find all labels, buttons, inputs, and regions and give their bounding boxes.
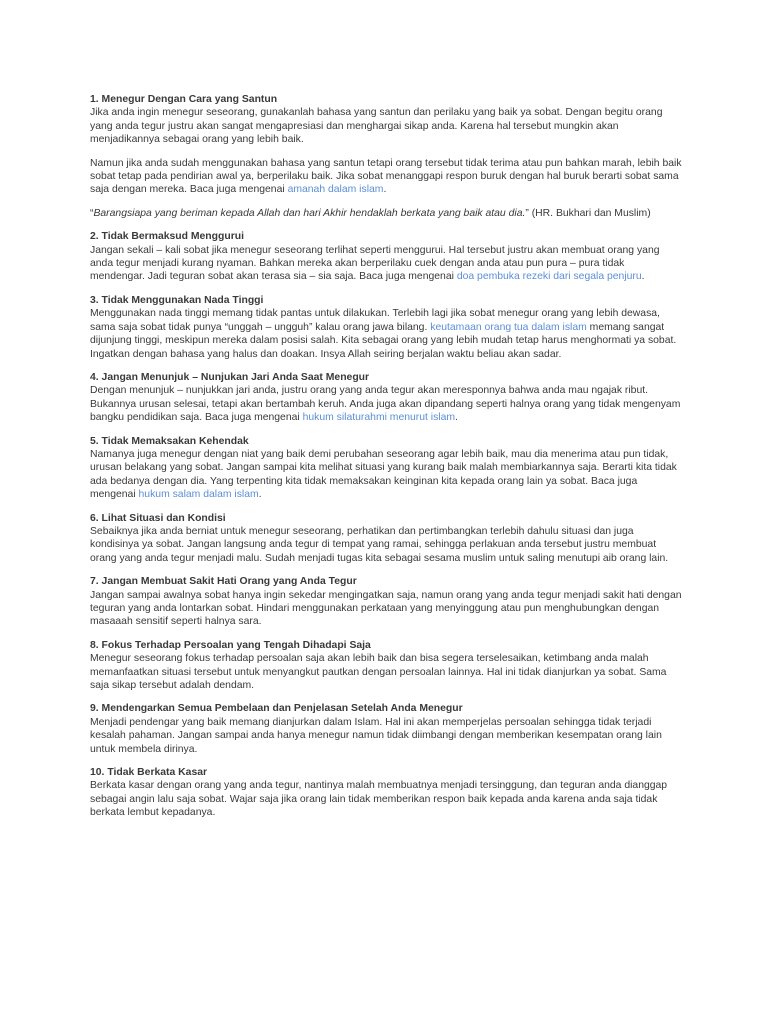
section-text: Namanya juga menegur dengan niat yang baik demi perubahan seseorang agar lebih baik, mau dia menerima atau pun tidak, urusan belakang yang sobat. Jangan sampai kita melihat situasi yang kurang baik malah membiarkannya saja. Berarti kita tidak ada bedanya dengan dia. Yang terpenting kita tidak memaksakan keinginan kita kepada orang lain ya sobat. Baca juga mengenai	[90, 448, 677, 501]
section-text: Jika anda ingin menegur seseorang, gunakanlah bahasa yang santun dan perilaku yang baik ya sobat. Dengan begitu orang yang anda tegur justru akan sangat mengapresiasi dan menghargai sikap anda. Karena hal tersebut mungkin akan menjadikannya sebagai orang yang lebih baik.	[90, 107, 663, 146]
inline-link[interactable]: doa pembuka rezeki dari segala penjuru	[456, 271, 642, 283]
sections-list	[90, 230, 682, 819]
section-6	[90, 512, 682, 566]
hadith-quote	[90, 207, 682, 220]
section-heading: 7. Jangan Membuat Sakit Hati Orang yang Anda Tegur	[90, 576, 357, 588]
section-10	[90, 766, 682, 820]
section-7	[90, 575, 682, 629]
section-5	[90, 435, 682, 502]
section-text: Menjadi pendengar yang baik memang dianjurkan dalam Islam. Hal ini akan memperjelas persoalan sehingga tidak terjadi kesalah pahaman. Jangan sampai anda hanya menegur namun tidak diimbangi dengan memberikan kesempatan orang lain untuk membela dirinya.	[90, 716, 662, 755]
section-text-continued: .	[455, 412, 458, 424]
section-3	[90, 294, 682, 361]
document-body	[90, 93, 682, 830]
section-heading: 1. Menegur Dengan Cara yang Santun	[90, 94, 278, 105]
section-text: Dengan menunjuk – nunjukkan jari anda, justru orang yang anda tegur akan meresponnya bahwa anda mau ngajak ribut. Bukannya urusan selesai, tetapi akan bertambah keruh. Anda juga akan dipandang seperti halnya orang yang tidak mengenyam bangku pendidikan saja. Baca juga mengenai	[90, 385, 681, 424]
section-9	[90, 702, 682, 756]
quote-source: ” (HR. Bukhari dan Muslim)	[525, 207, 651, 219]
section-1-paragraph-2	[90, 157, 682, 197]
link-amanah-dalam-islam[interactable]: amanah dalam islam	[287, 184, 384, 196]
section-heading: 8. Fokus Terhadap Persoalan yang Tengah Dihadapi Saja	[90, 639, 371, 651]
section-heading: 2. Tidak Bermaksud Menggurui	[90, 231, 244, 243]
quote-open: “	[90, 207, 94, 219]
quote-text: Barangsiapa yang beriman kepada Allah dan hari Akhir hendaklah berkata yang baik atau dia.	[93, 207, 526, 219]
section-1	[90, 93, 682, 147]
section-4	[90, 371, 682, 425]
section-text: Menegur seseorang fokus terhadap persoalan saja akan lebih baik dan bisa segera terselesaikan, ketimbang anda malah memanfaatkan situasi tersebut untuk menyangkut pautkan dengan persoalan lainnya. Hal ini tidak dianjurkan ya sobat. Sama saja sikap tersebut adalah dendam.	[90, 653, 667, 692]
section-2	[90, 230, 682, 284]
section-text: Menggunakan nada tinggi memang tidak pantas untuk dilakukan. Terlebih lagi jika sobat menegur orang yang lebih dewasa, sama saja sobat tidak punya “unggah – ungguh” kalau orang jawa bilang.	[90, 308, 660, 333]
section-heading: 3. Tidak Menggunakan Nada Tinggi	[90, 294, 264, 306]
section-text-continued: .	[641, 271, 645, 283]
inline-link[interactable]: hukum silaturahmi menurut islam	[302, 412, 456, 424]
section-text-continued: .	[258, 489, 262, 501]
section-text-continued: memang sangat dijunjung tinggi, meskipun mereka dalam posisi salah. Kita sebagai orang yang lebih mudah tetap harus menghormati ya sobat. Ingatkan dengan bahasa yang halus dan doakan. Insya Allah seiring berjalan waktu beliau akan sadar.	[90, 321, 677, 360]
inline-link[interactable]: keutamaan orang tua dalam islam	[430, 321, 587, 333]
inline-link[interactable]: hukum salam dalam islam	[138, 489, 259, 501]
section-text: Jangan sekali – kali sobat jika menegur seseorang terlihat seperti menggurui. Hal tersebut justru akan membuat orang yang anda tegur menjadi kurang nyaman. Bahkan mereka akan berperilaku cuek dengan anda atau pun pura – pura tidak mendengar. Jadi teguran sobat akan terasa sia – sia saja. Baca juga mengenai	[90, 244, 660, 283]
section-heading: 6. Lihat Situasi dan Kondisi	[90, 512, 226, 524]
section-text: Jangan sampai awalnya sobat hanya ingin sekedar mengingatkan saja, namun orang yang anda tegur menjadi sakit hati dengan teguran yang anda lontarkan sobat. Hindari menggunakan perkataan yang menyinggung atau pun menghubungkan dengan masaaah sensitif seperti halnya sara.	[90, 589, 682, 628]
section-text: Sebaiknya jika anda berniat untuk menegur seseorang, perhatikan dan pertimbangkan terlebih dahulu situasi dan juga kondisinya ya sobat. Jangan langsung anda tegur di tempat yang ramai, sehingga perlakuan anda tersebut justru membuat orang yang anda tegur menjadi malu. Sudah menjadi tugas kita sebagai sesama muslim untuk saling menutupi aib orang lain.	[90, 525, 669, 564]
section-heading: 10. Tidak Berkata Kasar	[90, 767, 208, 779]
section-heading: 5. Tidak Memaksakan Kehendak	[90, 435, 249, 447]
section-heading: 9. Mendengarkan Semua Pembelaan dan Penjelasan Setelah Anda Menegur	[90, 703, 463, 715]
section-8	[90, 639, 682, 693]
section-text: Namun jika anda sudah menggunakan bahasa yang santun tetapi orang tersebut tidak terima atau pun bahkan marah, lebih baik sobat tetap pada pendirian awal ya, berperilaku baik. Jika sobat menanggapi respon buruk dengan hal buruk berarti sobat sama saja dengan mereka. Baca juga mengenai	[90, 157, 682, 196]
section-text: Berkata kasar dengan orang yang anda tegur, nantinya malah membuatnya menjadi tersinggung, dan teguran anda dianggap sebagai angin lalu saja sobat. Wajar saja jika orang lain tidak memberikan respon baik kepada anda karena anda saja tidak berkata lembut kepadanya.	[90, 780, 668, 819]
punctuation: .	[383, 184, 387, 196]
section-heading: 4. Jangan Menunjuk – Nunjukan Jari Anda Saat Menegur	[90, 371, 370, 383]
